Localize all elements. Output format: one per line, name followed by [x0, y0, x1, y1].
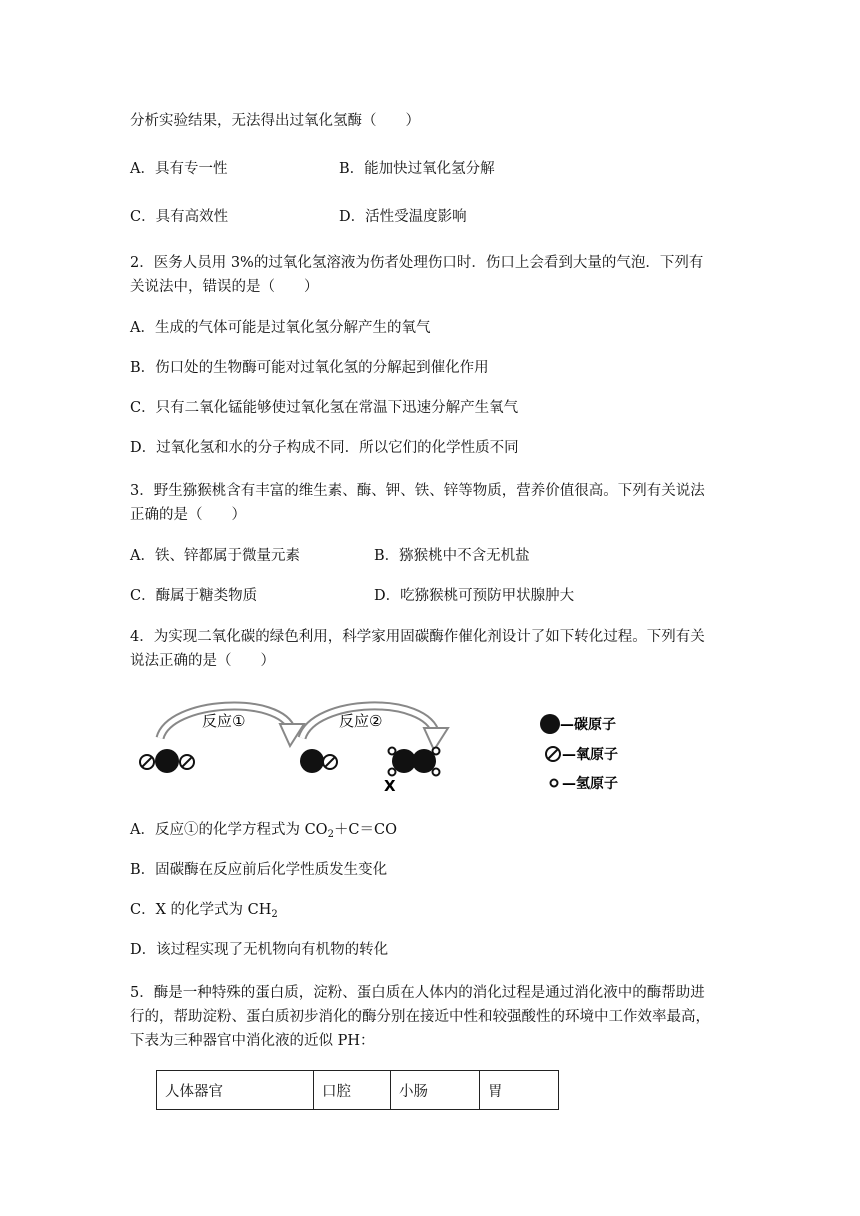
q5-stem-line2: 行的，帮助淀粉、蛋白质初步消化的酶分别在接近中性和较强酸性的环境中工作效率最高， — [130, 1009, 710, 1025]
q3-option-c: C．酶属于糖类物质 — [130, 588, 258, 604]
reaction2-label: 反应② — [339, 712, 383, 730]
q2-option-c: C．只有二氧化锰能够使过氧化氢在常温下迅速分解产生氧气 — [130, 400, 519, 416]
q5-stem-line1: 5．酶是一种特殊的蛋白质，淀粉、蛋白质在人体内的消化过程是通过消化液中的酶帮助进 — [130, 985, 705, 1001]
legend-hydrogen-icon — [551, 780, 558, 787]
q4-stem-line1: 4．为实现二氧化碳的绿色利用，科学家用固碳酶作催化剂设计了如下转化过程。下列有关 — [130, 629, 705, 645]
q1-option-c: C．具有高效性 — [130, 209, 229, 225]
legend-hydrogen-label: —氢原子 — [562, 776, 618, 792]
legend-carbon-icon — [540, 714, 560, 734]
q4-option-c: C．X 的化学式为 $CH_2$ — [130, 902, 278, 920]
q1-option-d: D．活性受温度影响 — [339, 209, 467, 225]
q3-option-a: A．铁、锌都属于微量元素 — [130, 548, 300, 564]
q4-option-d: D．该过程实现了无机物向有机物的转化 — [130, 942, 389, 958]
hydrogen-atom — [389, 748, 396, 755]
carbon-atom — [412, 749, 436, 773]
table-row — [157, 1071, 559, 1110]
q2-stem-line1: 2．医务人员用 3%的过氧化氢溶液为伤者处理伤口时．伤口上会看到大量的气泡．下列有 — [130, 255, 704, 271]
q2-option-d: D．过氧化氢和水的分子构成不同．所以它们的化学性质不同 — [130, 440, 519, 456]
q5-stem-line3: 下表为三种器官中消化液的近似 PH： — [130, 1033, 375, 1049]
x-molecule — [389, 748, 440, 776]
q3-stem-line2: 正确的是（ ） — [130, 507, 246, 523]
carbon-atom — [155, 749, 179, 773]
legend-oxygen-label: —氧原子 — [562, 747, 618, 763]
legend — [540, 714, 618, 792]
legend-carbon-label: —碳原子 — [560, 717, 616, 733]
table-cell: 胃 — [480, 1071, 559, 1110]
product-x-label: X — [384, 777, 396, 795]
hydrogen-atom — [433, 748, 440, 755]
q2-stem-line2: 关说法中，错误的是（ ） — [130, 279, 319, 295]
q3-stem-line1: 3．野生猕猴桃含有丰富的维生素、酶、钾、铁、锌等物质，营养价值很高。下列有关说法 — [130, 483, 705, 499]
q4-option-b: B．固碳酶在反应前后化学性质发生变化 — [130, 862, 388, 878]
hydrogen-atom — [433, 769, 440, 776]
q4-stem-line2: 说法正确的是（ ） — [130, 653, 275, 669]
table-cell: 口腔 — [314, 1071, 391, 1110]
table-cell: 小肠 — [391, 1071, 480, 1110]
ph-table — [156, 1070, 559, 1110]
q2-option-b: B．伤口处的生物酶可能对过氧化氢的分解起到催化作用 — [130, 360, 489, 376]
q3-option-b: B．猕猴桃中不含无机盐 — [374, 548, 530, 564]
hydrogen-atom — [389, 769, 396, 776]
q4-option-a: A．反应①的化学方程式为 $CO_2+C=CO$ — [130, 822, 398, 840]
table-cell: 人体器官 — [157, 1071, 314, 1110]
q1-stem: 分析实验结果，无法得出过氧化氢酶（ ） — [130, 113, 420, 129]
reaction1-label: 反应① — [202, 712, 246, 730]
q1-option-b: B．能加快过氧化氢分解 — [339, 161, 495, 177]
q2-option-a: A．生成的气体可能是过氧化氢分解产生的氧气 — [130, 320, 431, 336]
co-molecule — [300, 749, 337, 773]
q1-option-a: A．具有专一性 — [130, 161, 228, 177]
carbon-atom — [300, 749, 324, 773]
q3-option-d: D．吃猕猴桃可预防甲状腺肿大 — [374, 588, 575, 604]
carbon-fixation-diagram — [130, 690, 650, 800]
co2-molecule — [140, 749, 194, 773]
